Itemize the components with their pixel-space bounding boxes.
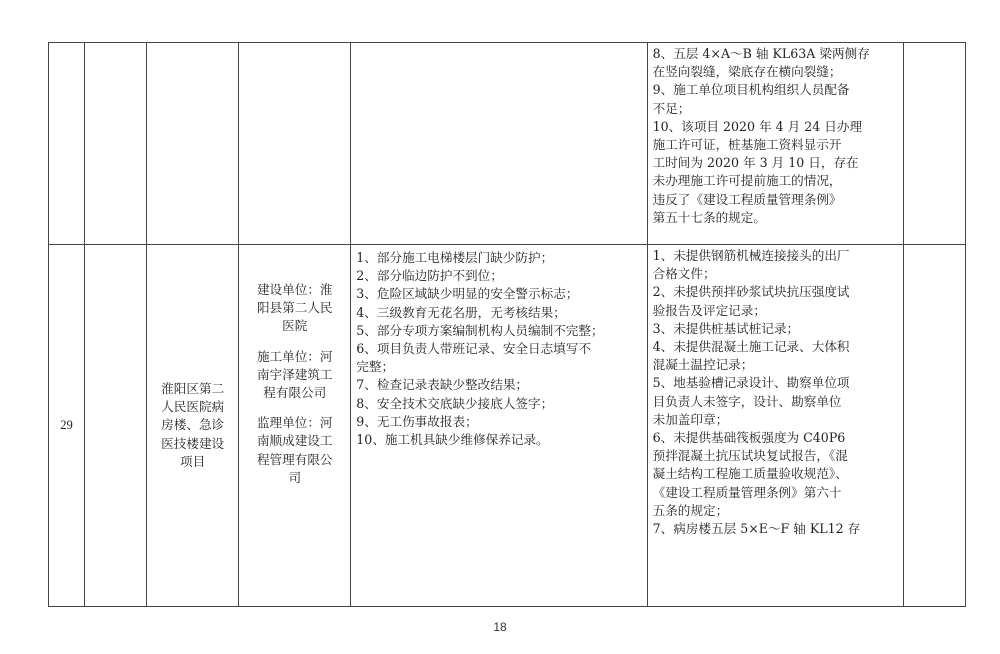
problem-line: 不足； xyxy=(652,100,691,116)
problem-line: 第五十七条的规定。 xyxy=(652,209,766,225)
problem-line: 验报告及评定记录； xyxy=(652,302,766,318)
problem-line: 施工许可证，桩基施工资料显示开 xyxy=(652,137,842,153)
safety-issues-cell xyxy=(351,43,647,245)
problem-line: 未办理施工许可提前施工的情况， xyxy=(652,173,842,189)
region-cell xyxy=(85,43,147,245)
problem-line: 在竖向裂缝，梁底存在横向裂缝； xyxy=(652,64,842,80)
construction-unit xyxy=(243,281,346,336)
problem-line: 违反了《建设工程质量管理条例》 xyxy=(652,191,842,207)
problem-line: 8、五层 4×A～B 轴 KL63A 梁两侧存 xyxy=(652,46,870,61)
unit-line: 阳县第二人民 xyxy=(256,300,333,316)
project-name-cell xyxy=(147,245,239,607)
problem-line: 混凝土温控记录； xyxy=(652,357,754,373)
problem-line: 1、未提供钢筋机械连接接头的出厂 xyxy=(652,248,850,263)
problem-line: 工时间为 2020 年 3 月 10 日，存在 xyxy=(652,155,859,171)
quality-problems-cell xyxy=(647,43,903,245)
project-name-line: 医技楼建设 xyxy=(161,435,225,451)
problem-line: 预拌混凝土抗压试块复试报告，《混 xyxy=(652,448,848,464)
problem-line: 合格文件； xyxy=(652,266,716,282)
issue-line: 5、部分专项方案编制机构人员编制不完整； xyxy=(356,322,604,338)
remarks-cell xyxy=(903,43,965,245)
problem-line: 7、病房楼五层 5×E～F 轴 KL12 存 xyxy=(652,521,861,537)
issue-line: 3、危险区域缺少明显的安全警示标志； xyxy=(356,286,579,302)
inspection-table xyxy=(48,42,966,607)
unit-line: 程有限公司 xyxy=(263,385,327,401)
issue-line: 完整； xyxy=(356,359,395,375)
unit-line: 施工单位：河 xyxy=(256,348,333,364)
problem-line: 6、未提供基础筏板强度为 C40P6 xyxy=(652,430,846,446)
problem-line: 《建设工程质量管理条例》第六十 xyxy=(652,484,842,500)
responsible-units-cell xyxy=(239,245,351,607)
unit-line: 南顺成建设工 xyxy=(256,433,333,449)
project-name-cell xyxy=(147,43,239,245)
issue-line: 8、安全技术交底缺少接底人签字； xyxy=(356,395,554,411)
table-row xyxy=(49,245,966,607)
page-number: 18 xyxy=(493,620,507,634)
project-name-line: 淮阳区第二 xyxy=(161,380,225,396)
issue-line: 2、部分临边防护不到位； xyxy=(356,268,503,284)
issue-line: 7、检查记录表缺少整改结果； xyxy=(356,377,529,393)
problem-line: 目负责人未签字，设计、勘察单位 xyxy=(652,393,842,409)
supervision-unit xyxy=(243,414,346,487)
responsible-units-cell xyxy=(239,43,351,245)
problem-line: 5、地基验槽记录设计、勘察单位项 xyxy=(652,375,850,391)
row-number-cell xyxy=(49,43,85,245)
region-cell xyxy=(85,245,147,607)
issue-line: 4、三级教育无花名册，无考核结果； xyxy=(356,304,566,320)
issue-line: 1、部分施工电梯楼层门缺少防护； xyxy=(356,250,554,265)
problem-line: 9、施工单位项目机构组织人员配备 xyxy=(652,82,850,98)
quality-problems-cell xyxy=(647,245,903,607)
unit-line: 监理单位：河 xyxy=(256,415,333,431)
issue-line: 6、项目负责人带班记录、安全日志填写不 xyxy=(356,341,591,357)
issue-line: 10、施工机具缺少维修保养记录。 xyxy=(356,432,549,448)
row-number-cell: 29 xyxy=(49,245,85,607)
problem-line: 凝土结构工程施工质量验收规范》、 xyxy=(652,466,848,482)
unit-line: 建设单位：淮 xyxy=(256,282,333,297)
remarks-cell xyxy=(903,245,965,607)
problem-line: 未加盖印章； xyxy=(652,411,729,427)
unit-line: 程管理有限公 xyxy=(256,451,333,467)
unit-line: 司 xyxy=(288,469,302,485)
unit-line: 南宇泽建筑工 xyxy=(256,366,333,382)
problem-line: 4、未提供混凝土施工记录、大体积 xyxy=(652,339,850,355)
unit-line: 医院 xyxy=(282,318,308,334)
project-name-line: 人民医院病 xyxy=(161,399,225,415)
project-name-line: 房楼、急诊 xyxy=(161,417,225,433)
table-row xyxy=(49,43,966,245)
safety-issues-cell xyxy=(351,245,647,607)
problem-line: 2、未提供预拌砂浆试块抗压强度试 xyxy=(652,284,850,300)
project-name-line: 项目 xyxy=(180,453,206,469)
issue-line: 9、无工伤事故报表； xyxy=(356,413,478,429)
problem-line: 3、未提供桩基试桩记录； xyxy=(652,320,800,336)
problem-line: 五条的规定； xyxy=(652,502,729,518)
contractor-unit xyxy=(243,348,346,403)
problem-line: 10、该项目 2020 年 4 月 24 日办理 xyxy=(652,118,863,134)
